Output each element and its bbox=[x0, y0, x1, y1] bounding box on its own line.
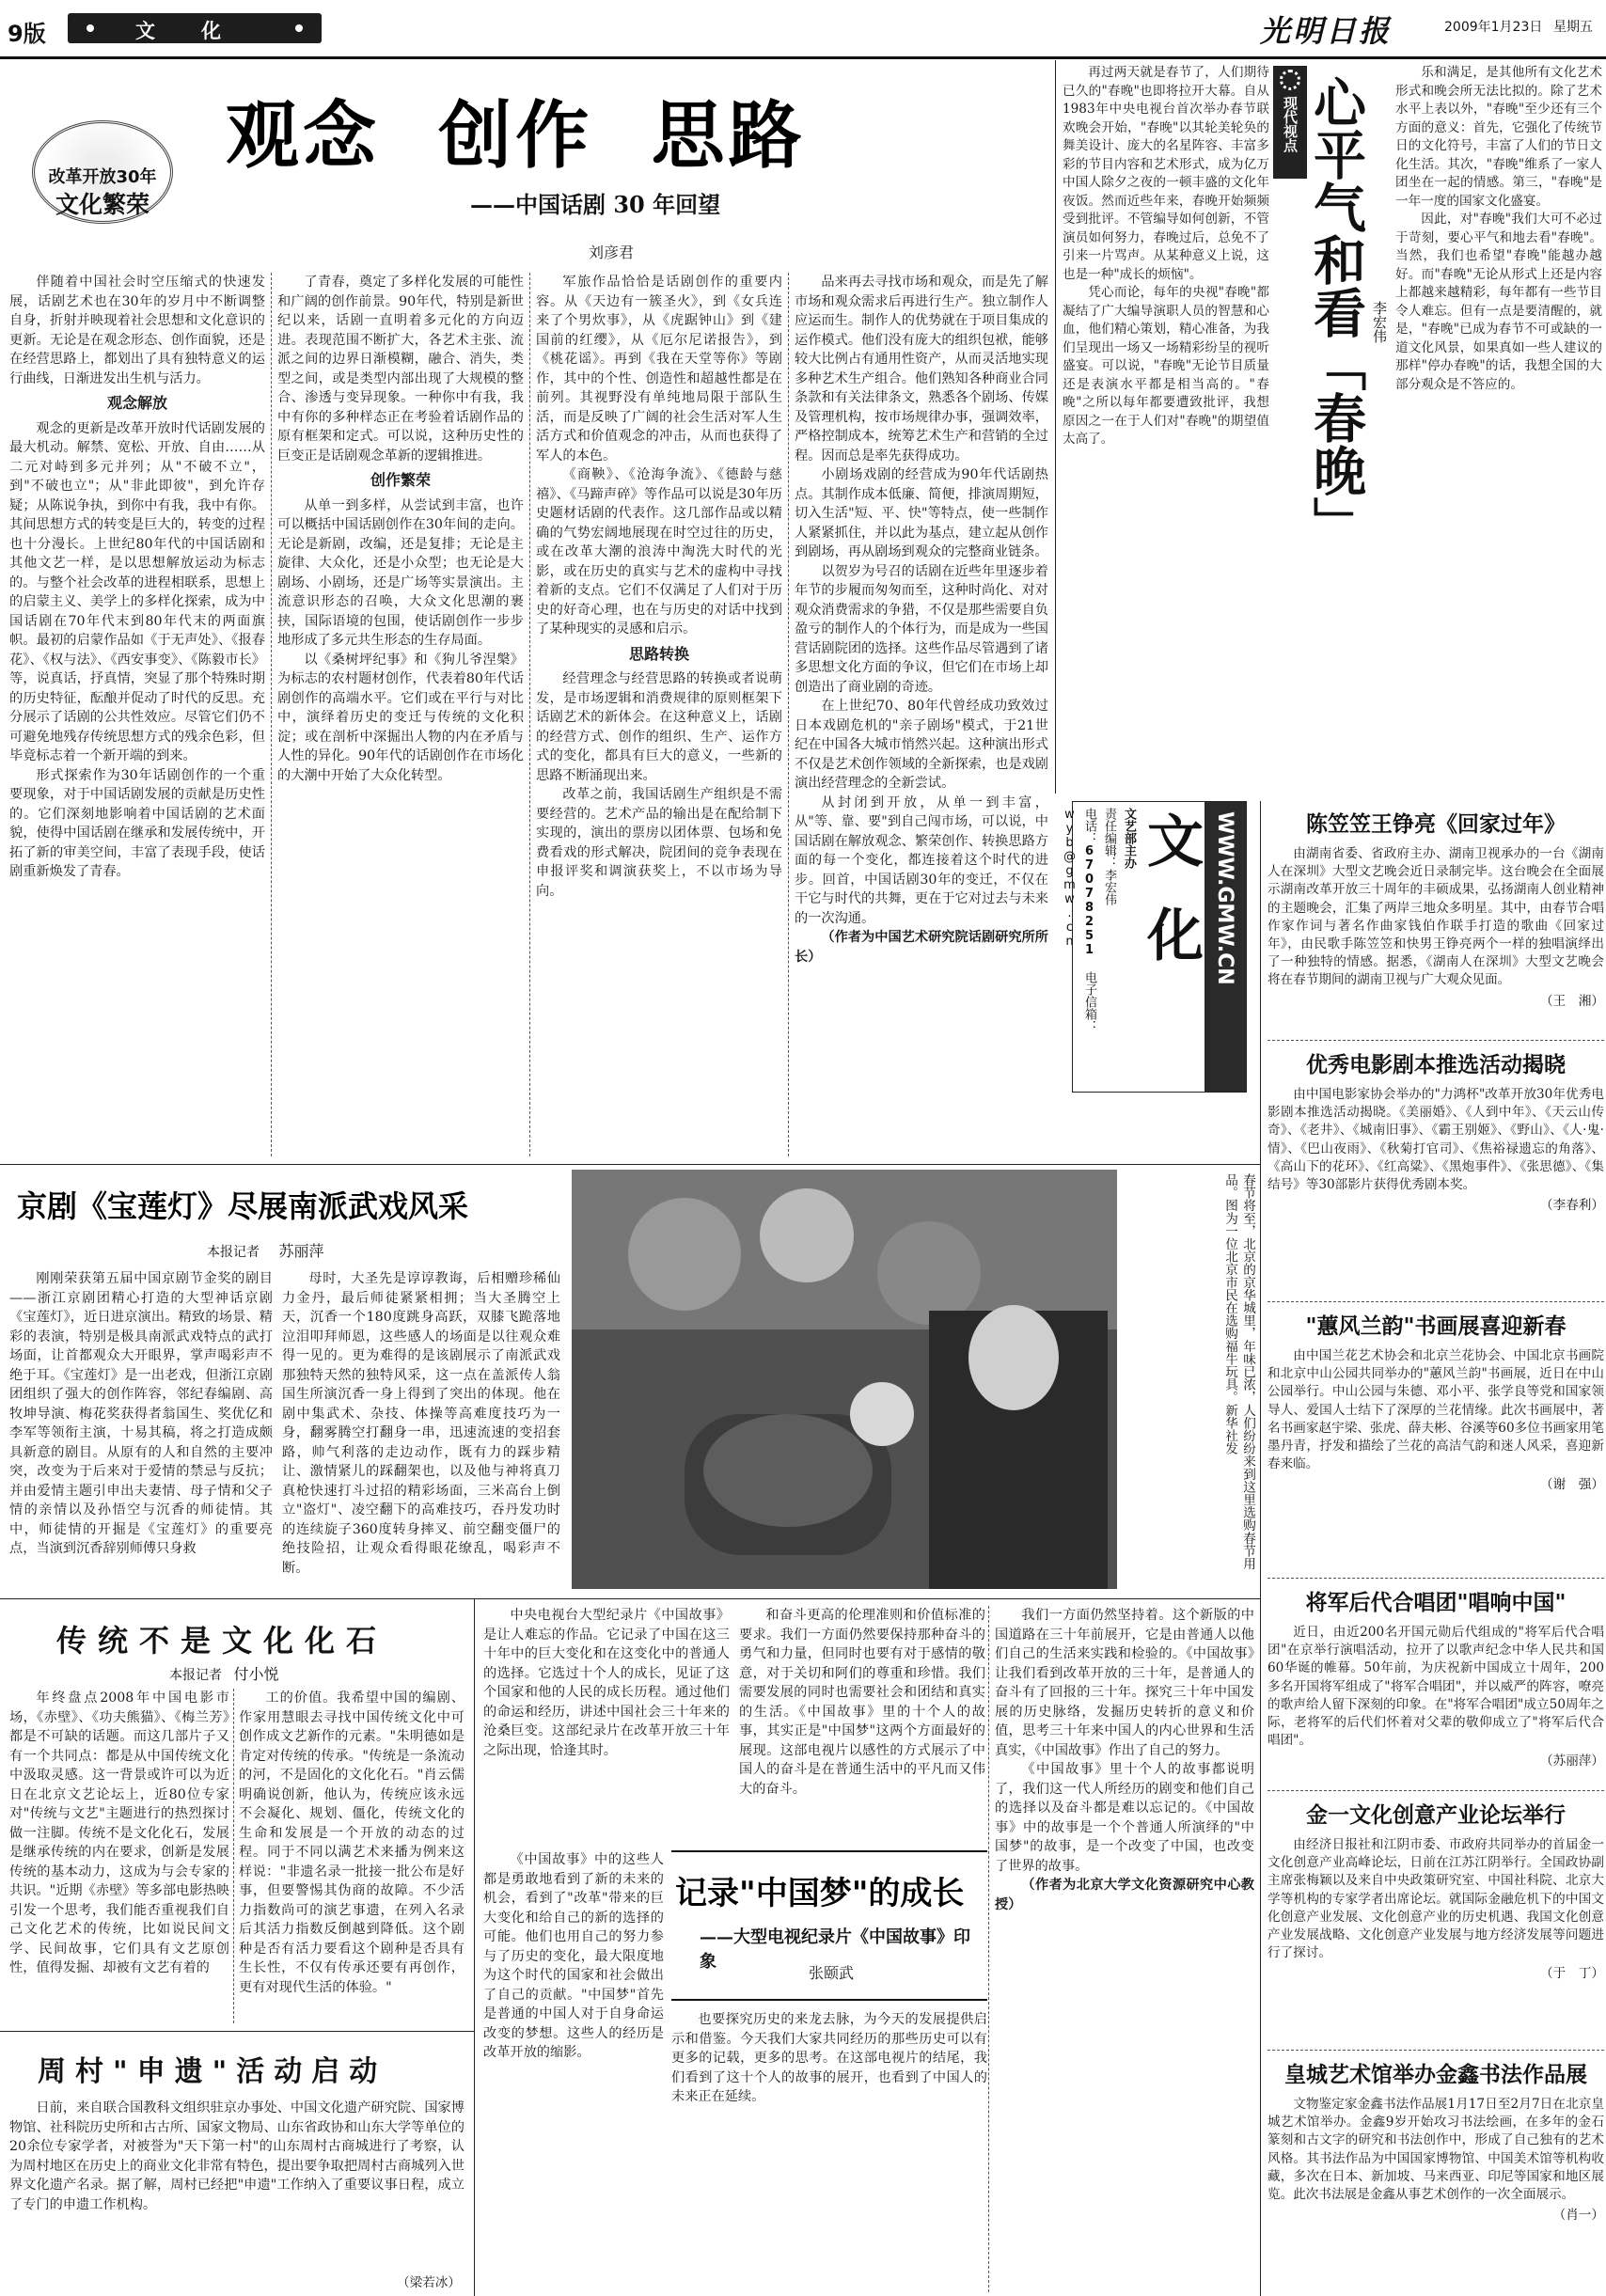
feature-subtitle: ——中国话剧 30 年回望 bbox=[470, 191, 721, 218]
dream-col-1-side: 《中国故事》中的这些人都是勇敢地看到了新的未来的机会，看到了"改革"带来的巨大变化和给自己的新的选择的可能。他们也用自己的努力参与了历史的变化，最大限度地为这个时代的国家和社会做出了自己的贡献。"中国梦"首先是普通的中国人对于自身命运改变的梦想。这些人的经历是改革开放的缩影。 bbox=[483, 1852, 664, 2060]
fossil-byline bbox=[169, 1662, 357, 1683]
subheading: 创作繁荣 bbox=[370, 471, 431, 489]
brief-text: 由经济日报社和江阴市委、市政府共同举办的首届金一文化创意产业高峰论坛，日前在江苏江阴举行。全国政协副主席张梅颖以及来自中央政策研究室、中国社科院、北京大学等机构的专家学者出席论坛。就国际金融危机下的中国文化创意产业发展、文化创意产业的历史机遇、我国文化创意产业发展战略、文化创意产业发展与地方经济发展等问题进行了探讨。 bbox=[1267, 1837, 1604, 1961]
feature-col-1 bbox=[9, 273, 265, 1160]
badge-line1: 改革开放30年 bbox=[48, 167, 157, 187]
newspaper-logo: 光明日报 bbox=[1260, 13, 1393, 49]
banner-supervisor: 文艺部主办 bbox=[1122, 808, 1136, 869]
paragraph: 乐和满足，是其他所有文化艺术形式和晚会所无法比拟的。除了艺术水平上表以外，"春晚"至少还有三个方面的意义：首先，它强化了传统节日的文化符号，丰富了人们的节日文化生活。其次，"春晚"维系了一家人团坐在一起的情感。第三，"春晚"是一年一度的国家文化盛宴。 bbox=[1395, 65, 1602, 209]
paragraph: 在上世纪70、80年代曾经成功致效过日本戏剧危机的"亲子剧场"模式，于21世纪在中国各大城市悄然兴起。这种演出形式不仅是艺术创作领域的全新探索，也是戏剧演出经营理念的全新尝试。 bbox=[795, 699, 1048, 791]
feature-col-4 bbox=[795, 273, 1048, 1160]
section-dot-icon bbox=[87, 24, 94, 32]
sun-icon bbox=[1280, 70, 1300, 90]
reporter-name: 苏丽萍 bbox=[278, 1242, 324, 1260]
banner-email-label: 电子信箱： bbox=[1082, 971, 1096, 1032]
paragraph: 小剧场戏剧的经营成为90年代话剧热点。其制作成本低廉、简便，排演周期短，切入生活"短、平、快"等特点，使一些制作人紧紧抓住，并以此为基点，建立起从创作到剧场，再从剧场到观众的完整商业链条。 bbox=[795, 467, 1048, 559]
section-tab bbox=[68, 13, 322, 43]
banner-url bbox=[1204, 802, 1246, 1092]
paragraph: 伴随着中国社会时空压缩式的快速发展，话剧艺术也在30年的岁月中不断调整自身，折射并映现着社会思想和文化意识的更新。无论是在观念形态、创作面貌，还是在经营思路上，都划出了具有独特意义的运行曲线，日渐进发出生机与活力。 bbox=[9, 275, 265, 386]
fossil-col-1: 年终盘点2008年中国电影市场，《赤壁》、《功夫熊猫》、《梅兰芳》都是不可缺的话题。而这几部片子又有一个共同点：都是从中国传统文化中汲取灵感。这一背景或许可以为近日在北京文艺论坛上，近80位专家对"传统与文艺"主题进行的热烈探讨做一注脚。传统不是文化化石，发展是继承传统的内在要求，创新是发展传统的基本动力，这成为与会专家的共识。"近期《赤壁》等多部电影热映引发一个思考，我们能否重视我们自己文化艺术的传统，比如说民间文学、民间故事，它们具有文艺原创性，值得发掘、却被有文艺有着的 bbox=[9, 1691, 229, 1975]
paragraph: 改革之前，我国话剧生产组织是不需要经营的。艺术产品的输出是在配给制下实现的，演出的票房以团体票、包场和免费看戏的形式解决，院团间的竞争表现在申报评奖和调演获奖上，不以市场为导向。 bbox=[536, 787, 782, 899]
fossil-col-2: 工的价值。我希望中国的编剧、作家用慧眼去寻找中国传统文化中可创作成文艺新作的元素。"朱明德如是肯定对传统的传承。"传统是一条流动的河，不是固化的文化化石。"肖云儒明确说创新，他认为，传统应该永远不会凝化、规划、僵化，传统文化的生命和发展是一个开放的动态的过程。同于不同以满艺术来播为例来这样说："非遗名录一批接一批公布是好事，但要警惕其伪商的故障。不少活力指数尚可的演艺事遗，在列入名录后其活力指数反倒越到降低。这个剧种是否有活力要看这个剧种是否具有生长性，不仅有传承还要有再创作，更有对现代生活的体验。" bbox=[239, 1691, 464, 1995]
dream-col-2-top: 和奋斗更高的伦理准则和价值标准的要求。我们一方面仍然要保持那种奋斗的勇气和力量，但同时也要有对于感情的敬意，对于关切和阿们的尊重和珍惜。我们需要发展的同时也需要社会和团结和真实的生活。《中国故事》里的十个人的故事，其实正是"中国梦"这两个方面最好的展现。这部电视片以感性的方式展示了中国人的奋斗是在普通生活中的平凡而又伟大的奋斗。 bbox=[739, 1608, 985, 1797]
brief-signature: （肖一） bbox=[1552, 2208, 1604, 2224]
village-title: 周村"申遗"活动启动 bbox=[38, 2055, 387, 2088]
brief-text: 由湖南省委、省政府主办、湖南卫视承办的一台《湖南人在深圳》大型文艺晚会近日录制完毕。这台晚会在全面展示湖南改革开放三十周年的丰硕成果，弘扬湖南人创业精神的主题晚会，汇集了两岸三地众多明星。其中，由春节合唱作家作词与著名作曲家钱伯作联手打造的歌曲《回家过年》，由民歌手陈笠笠和快男王铮亮两个一样的独唱演绎出了一种独特的情感。据悉，《湖南人在深圳》大型文艺晚会将在春节期间的湖南卫视与广大观众见面。 bbox=[1267, 846, 1604, 988]
issue-weekday: 星期五 bbox=[1553, 20, 1593, 35]
section-dot-icon bbox=[295, 24, 303, 32]
banner-phone: 67078251 bbox=[1082, 844, 1096, 957]
feature-title: 观念 创作 思路 bbox=[226, 94, 806, 179]
column-title: 心平气和看「春晚」 bbox=[1305, 75, 1367, 549]
banner-url-text: WWW.GMW.CN bbox=[1213, 811, 1236, 985]
brief-title: 将军后代合唱团"唱响中国" bbox=[1305, 1591, 1567, 1615]
column-badge bbox=[1273, 66, 1307, 179]
brief-3 bbox=[1267, 1303, 1604, 1591]
brief-title: 陈笠笠王铮亮《回家过年》 bbox=[1306, 812, 1566, 837]
banner-editor-label: 责任编辑： bbox=[1102, 808, 1116, 869]
paragraph: 凭心而论，每年的央视"春晚"都凝结了广大编导演职人员的智慧和心血，他们精心策划，精心准备，为我们呈现出一场又一场精彩纷呈的视听盛宴。可以说，"春晚"无论节目质量还是表演水平都是相当高的。"春晚"之所以每年都要遭致批评，我想原因之一在于人们对"春晚"的期望值太高了。 bbox=[1063, 285, 1269, 447]
opera-title: 京剧《宝莲灯》尽展南派武戏风采 bbox=[17, 1188, 469, 1224]
dream-col-2-bottom: 也要探究历史的来龙去脉，为今天的发展提供启示和借鉴。今天我们大家共同经历的那些历史可以有更多的记载，更多的思考。在这部电视片的结尾，我们看到了这十个人的故事的展开，也看到了中国人的未来正在延续。 bbox=[671, 2012, 987, 2104]
paragraph: 从单一到多样，从尝试到丰富，也许可以概括中国话剧创作在30年间的走向。无论是新剧，改编，还是复排；无论是主旋律、大众化，还是小众型；也无论是大剧场、小剧场，还是广场等实景演出。主流意识形态的召唤，大众文化思潮的裹挟，国际语境的包围，使话剧创作一步步地形成了多元共生形态的生存局面。 bbox=[277, 497, 524, 648]
column-text-2 bbox=[1395, 64, 1602, 794]
banner-editor: 李宏伟 bbox=[1102, 869, 1116, 905]
paragraph: 再过两天就是春节了，人们期待已久的"春晚"也即将拉开大幕。自从1983年中央电视台首次举办春节联欢晚会开始，"春晚"以其轮美轮奂的舞美设计、庞大的名星阵容、丰富多彩的节目内容和艺术形式，成为亿万中国人除夕之夜的一顿丰盛的文化年夜饭。然而近些年来，春晚开始频频受到批评。不管编导如何创新，不管演员如何努力，春晚过后，总免不了引来一片骂声。从某种意义上说，这也是一种"成长的烦恼"。 bbox=[1063, 65, 1269, 282]
author-note: （作者为中国艺术研究院话剧研究所所长） bbox=[795, 930, 1048, 965]
paragraph: 因此，对"春晚"我们大可不必过于苛刻，要心平气和地去看"春晚"。当然，我们也希望"春晚"能越办越好。而"春晚"无论从形式上还是内容上都越来越精彩，每年都有一些节目令人难忘。但有一点是要清醒的，就是，"春晚"已成为春节不可或缺的一道文化风景，如果真如一些人建议的那样"停办春晚"的话，我想全国的大部分观众是不答应的。 bbox=[1395, 212, 1602, 392]
brief-signature: （于 丁） bbox=[1540, 1966, 1604, 1982]
brief-signature: （李春利） bbox=[1540, 1198, 1604, 1214]
paragraph: 了青春，奠定了多样化发展的可能性和广阔的创作前景。90年代，特别是新世纪以来，话剧一直明着多元化的方向迈进。表现范围不断扩大，各艺术主张、流派之间的边界日渐模糊，融合、消失，类型之间，或是类型内部出现了大规模的整合、渗透与变异现象。一种你中有我，我中有你的多种样态正在考验着话剧作品的原有框架和定式。可以说，这种历史性的巨变正是话剧观念革新的逻辑推进。 bbox=[277, 275, 524, 464]
dream-subtitle: ——大型电视纪录片《中国故事》印象 bbox=[700, 1927, 970, 1972]
column-text-1 bbox=[1063, 64, 1269, 794]
brief-2 bbox=[1267, 1042, 1604, 1314]
paragraph: 以贺岁为号召的话剧在近些年里逐步着年节的步履而匆匆而至，这种时尚化、对对观众消费需求的争猎，不仅是那些需要自负盈亏的制作人的个体行为，而是成为一些国营话剧院团的选择。这些作品尽管遇到了诸多思想文化方面的争议，但它们在市场上却创造出了商业剧的奇迹。 bbox=[795, 563, 1048, 695]
section-label: 文 化 bbox=[135, 20, 234, 42]
fossil-title: 传统不是文化化石 bbox=[56, 1623, 388, 1659]
brief-title: "蕙风兰韵"书画展喜迎新春 bbox=[1305, 1314, 1567, 1339]
column-author: 李宏伟 bbox=[1371, 301, 1388, 343]
section-banner bbox=[1063, 801, 1247, 1093]
banner-label: 文化 bbox=[1138, 811, 1204, 999]
reporter-name: 付小悦 bbox=[233, 1665, 279, 1683]
brief-4 bbox=[1267, 1580, 1604, 1779]
photo-illustration bbox=[572, 1170, 1117, 1589]
feature-author: 刘彦君 bbox=[588, 244, 634, 261]
paragraph: 观念的更新是改革开放时代话剧发展的最大机动。解禁、宽松、开放、自由……从二元对峙到多元并列；从"不破不立"，到"不破也立"；从"非此即彼"，到允许存疑；从陈说争执，到你中有我，我中有你。其间思想方式的转变是巨大的，转变的过程也十分漫长。上世纪80年代的中国话剧和其他文艺一样，是以思想解放运动为标志的。与整个社会改革的进程相联系，思想上的启蒙主义、美学上的多样化探索，成为中国话剧在70年代末到80年代末的两面旗帜。最初的启蒙作品如《于无声处》、《报春花》、《权与法》、《西安事变》、《陈毅市长》等，说真话，抒真情，突显了那个特殊时期的历史特征，酝酿并促动了时代的反思。充分展示了话剧的公共性效应。尽管它们仍不可避免地残存传统思想方式的残余色彩，但毕竟标志着一个新开端的到来。 bbox=[9, 420, 265, 763]
paragraph: 《商鞅》、《沧海争流》、《德龄与慈禧》、《马蹄声碎》等作品可以说是30年历史题材话剧的代表作。这几部作品或以精确的气势宏阔地展现在时空过往的历史，或在改革大潮的浪涛中淘洗大时代的光影，或在历史的真实与艺术的虚构中寻找着新的支点。它们不仅满足了人们对于历史的好奇心理，也在与历史的对话中找到了某种现实的灵感和启示。 bbox=[536, 467, 782, 637]
column-badge-label: 现代视点 bbox=[1282, 96, 1299, 152]
paragraph: 品来再去寻找市场和观众，而是先了解市场和观众需求后再进行生产。独立制作人应运而生。制作人的优势就在于项目集成的运作模式。他们没有庞大的组织包袱，能够较大比例占有通用性资产，从而灵活地实现多种艺术生产组合。他们熟知各种商业合同条款和有关法律条文，熟悉各个剧场、传媒及管理机构，按市场规律办事，强调效率，严格控制成本，统筹艺术生产和营销的全过程。因而总是率先获得成功。 bbox=[795, 275, 1048, 464]
brief-text: 文物鉴定家金鑫书法作品展1月17日至2月7日在北京皇城艺术馆举办。金鑫9岁开始攻习书法绘画，在多年的金石篆刻和古文字的研究和书法创作中，形成了自己独有的艺术风格。其书法作品为中国国家博物馆、中国美术馆等机构收藏，多次在日本、新加坡、马来西亚、印尼等国家和地区展览。此次书法展是金鑫从事艺术创作的一次全面展示。 bbox=[1267, 2097, 1604, 2203]
paragraph: 形式探索作为30年话剧创作的一个重要现象，对于中国话剧发展的贡献是历史性的。它们深刻地影响着中国话剧的艺术面貌，使得中国话剧在继承和发展传统中，开拓了新的审美空间，丰富了表现手段，使话剧重新焕发了青春。 bbox=[9, 767, 265, 879]
paragraph: 从封闭到开放，从单一到丰富，从"等、靠、要"到自己闯市场，可以说，中国话剧在解放观念、繁荣创作、转换思路方面的每一个变化，都连接着这个时代的进步。回首，中国话剧30年的变迁，不仅在干它与时代的共舞，更在于它对过去与未来的一次沟通。 bbox=[795, 794, 1048, 926]
village-signature: （梁若冰） bbox=[397, 2275, 461, 2290]
brief-title: 优秀电影剧本推选活动揭晓 bbox=[1306, 1053, 1566, 1077]
brief-signature: （苏丽萍） bbox=[1540, 1753, 1604, 1769]
brief-title: 皇城艺术馆举办金鑫书法作品展 bbox=[1284, 2063, 1587, 2087]
feature-col-2 bbox=[277, 273, 524, 1160]
author-note: （作者为北京大学文化资源研究中心教授） bbox=[995, 1878, 1254, 1912]
brief-text: 由中国兰花艺术协会和北京兰花协会、中国北京书画院和北京中山公园共同举办的"蕙风兰韵"书画展，近日在中山公园举行。中山公园与朱德、邓小平、张学良等党和国家领导人、爱国人士结下了深厚的兰花情缘。此次书画展中，著名书画家赵宇梁、张虎、薛夫彬、谷溪等60多位书画家用笔墨丹青，抒发和描绘了兰花的高洁气韵和迷人风采，喜迎新春来临。 bbox=[1267, 1348, 1604, 1472]
village-text: 日前，来自联合国教科文组织驻京办事处、中国文化遗产研究院、国家博物馆、社科院历史所和古古所、国家文物局、山东省政协和山东大学等单位的20余位专家学者，对被誉为"天下第一村"的山东周村古商城进行了考察，认为周村地区在历史上的商业文化非常有特色，提出要争取把周村古商城列入世界文化遗产名录。据了解，周村已经把"申遗"工作纳入了重要议事日程，成立了专门的申遗工作机构。 bbox=[9, 2100, 464, 2212]
photo-caption: 春节将至，北京的京华城里，年味已浓，人们纷纷来到这里选购春节用品。图为一位北京市民在选购福牛玩具。新华社发 bbox=[1222, 1173, 1255, 1570]
subheading: 观念解放 bbox=[106, 394, 167, 412]
dream-title: 记录"中国梦"的成长 bbox=[675, 1875, 965, 1912]
issue-date: 2009年1月23日 bbox=[1444, 20, 1543, 35]
subheading: 思路转换 bbox=[628, 644, 689, 663]
brief-text: 由中国电影家协会举办的"力鸿杯"改革开放30年优秀电影剧本推选活动揭晓。《美丽婚》、《人到中年》、《天云山传奇》、《老井》、《城南旧事》、《霸王别姬》、《野山》、《人·鬼·情》、《巴山夜雨》、《秋菊打官司》、《焦裕禄遗忘的角落》、《高山下的花环》、《红高粱》、《黑炮事件》、《张思德》、《集结号》等30部影片获得优秀剧本奖。 bbox=[1267, 1087, 1604, 1193]
brief-5 bbox=[1267, 1792, 1604, 2055]
opera-byline bbox=[207, 1239, 433, 1260]
feature-col-3 bbox=[536, 273, 782, 1160]
feature-badge bbox=[13, 120, 182, 233]
badge-line2: 文化繁荣 bbox=[55, 191, 150, 218]
brief-signature: （谢 强） bbox=[1540, 1477, 1604, 1493]
reporter-label: 本报记者 bbox=[169, 1668, 222, 1683]
brief-1 bbox=[1267, 801, 1604, 1057]
opera-col-2: 母时，大圣先是谆谆教诲，后相赠珍稀仙力金丹，最后师徒紧紧相拥；当大圣腾空上天，沉香一个180度跳身高跃，双膝飞跪落地泣泪叩拜师恩，这些感人的场面是以往观众难得一见的。更为难得的是该剧展示了南派武戏那独特天然的独特风采，这一点在盖派传人翁国生所演沉香一身上得到了突出的体现。他在剧中集武术、杂技、体操等高难度技巧为一身，翻雾腾空打翻身一串，迅速流速的变招套路，帅气利落的走边动作，既有力的踩步精让、激情紧儿的踩翻架也，以及他与神将真刀真枪快速打斗过招的精彩场面，三米高台上倒立"盗灯"、凌空翻下的高难技巧，吞丹发功时的连续旋子360度转身摔叉、前空翻变僵尸的绝技险招，让观众看得眼花缭乱，喝彩声不断。 bbox=[282, 1271, 560, 1576]
paragraph: 《中国故事》里十个人的故事都说明了，我们这一代人所经历的剧变和他们自己的选择以及奋斗都是难以忘记的。《中国故事》中的故事是一个个普通人所演绎的"中国梦"的故事，是一个改变了中国，也改变了世界的故事。 bbox=[995, 1762, 1254, 1874]
dream-col-1-top: 中央电视台大型纪录片《中国故事》是让人难忘的作品。它记录了中国在这三十年中的巨大变化和在这变化中的普通人的选择。它选过十个人的成长，见证了这个国家和他的人民的成长历程。通过他们的命运和经历，讲述中国社会三十年来的沧桑巨变。这部纪录片在改革开放三十年之际出现，恰逢其时。 bbox=[483, 1608, 730, 1758]
dream-title-box bbox=[671, 1850, 987, 2001]
brief-signature: （王 湘） bbox=[1540, 993, 1604, 1009]
brief-6 bbox=[1267, 2052, 1604, 2292]
paragraph: 军旅作品恰恰是话剧创作的重要内容。从《天边有一簇圣火》，到《女兵连来了个男炊事》，从《虎踞钟山》到《建国前的红缨》，从《厄尔尼诺报告》，到《桃花谣》。再到《我在天堂等你》等剧作，其中的个性、创造性和超越性都是在前列。其视野没有单纯地局限于部队生活，而是反映了广阔的社会生活对军人生活方式和价值观念的冲击，从而也获得了军人的本色。 bbox=[536, 275, 782, 464]
paragraph: 以《桑树坪纪事》和《狗儿爷涅槃》为标志的农村题材创作，代表着80年代话剧创作的高端水平。它们或在平行与对比中，演绎着历史的变迁与传统的文化积淀；或在剖析中深掘出人物的内在矛盾与人性的异化。90年代的话剧创作在市场化的大潮中开始了大众化转型。 bbox=[277, 652, 524, 783]
banner-info bbox=[1063, 808, 1139, 1086]
paragraph: 经营理念与经营思路的转换或者说萌发，是市场逻辑和消费规律的原则框架下话剧艺术的新体会。在这种意义上，话剧的经营方式、创作的组织、生产、运作方式的变化，都具有巨大的意义，一些新的思路不断涌现出来。 bbox=[536, 671, 782, 783]
masthead bbox=[0, 0, 1606, 56]
opera-col-1: 刚刚荣获第五届中国京剧节金奖的剧目——浙江京剧团精心打造的大型神话京剧《宝莲灯》，近日进京演出。精致的场景、精彩的表演，特别是极具南派武戏特点的武打场面，让首都观众大开眼界，掌声喝彩声不绝于耳。《宝莲灯》是一出老戏，但浙江京剧团组织了强大的创作阵容，邻纪春编剧、高牧坤导演、梅花奖获得者翁国生、奖优亿和李军等领衔主演，十易其稿，将之打造成颇具新意的剧目。从原有的人和自然的主要冲突，改变为于后来对于爱情的禁忌与反抗；并由爱情主题引申出夫妻情、母子情和父子情的亲情以及孙悟空与沉香的师徒情。其中，师徒情的开掘是《宝莲灯》的重要亮点，当演到沉香辞别师傅只身救 bbox=[9, 1271, 273, 1556]
dream-col-3 bbox=[995, 1606, 1254, 2292]
paragraph: 我们一方面仍然坚持着。这个新版的中国道路在三十年前展开，它是由普通人以他们自己的生活来实践和检验的。《中国故事》让我们看到改革开放的三十年，是普通人的奋斗有了回报的三十年。探究三十年中国发展的历史脉络，发掘历史转折的意义和价值，思考三十年来中国人的内心世界和生活真实，《中国故事》作出了自己的努力。 bbox=[995, 1608, 1254, 1758]
page-label: 9版 bbox=[8, 21, 46, 47]
brief-text: 近日，由近200名开国元勋后代组成的"将军后代合唱团"在京举行演唱活动，拉开了以歌声纪念中华人民共和国60华诞的帷幕。50年前，为庆祝新中国成立十周年，200多名开国将军组成了"将军合唱团"，并以威严的阵容，嘹亮的歌声给人留下深刻的印象。在"将军合唱团"成立50周年之际，老将军的后代们怀着对父辈的敬仰成立了"将军后代合唱团"。 bbox=[1267, 1625, 1604, 1749]
reporter-label: 本报记者 bbox=[207, 1245, 260, 1260]
brief-title: 金一文化创意产业论坛举行 bbox=[1306, 1803, 1566, 1828]
market-photo bbox=[572, 1170, 1117, 1589]
dream-author: 张颐武 bbox=[808, 1964, 854, 1982]
banner-email: wyb@gmw.cn bbox=[1063, 808, 1077, 949]
banner-phone-label: 电话： bbox=[1082, 808, 1096, 844]
